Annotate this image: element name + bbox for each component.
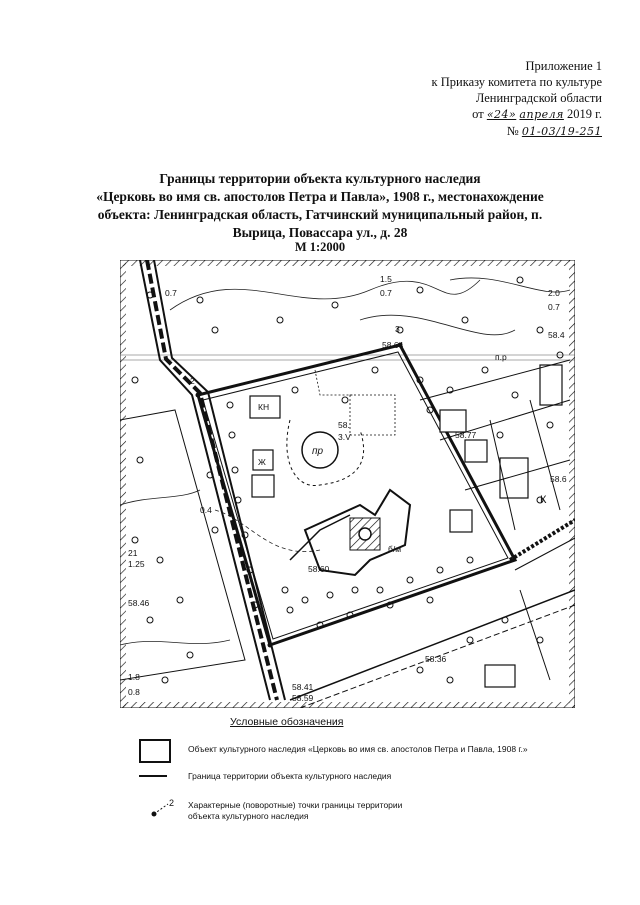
appendix-number (342, 123, 602, 140)
map-label: 2 (190, 376, 195, 386)
legend-point-label: 2 (169, 798, 175, 808)
map-label: б/м (388, 544, 402, 554)
map-label: пр (312, 446, 324, 457)
appendix-header (342, 58, 602, 140)
number-prefix: № (506, 124, 519, 138)
map-label: 58.6 (550, 474, 567, 484)
map-label: 58. (338, 420, 350, 430)
map-label: 1 (262, 644, 267, 654)
title-line-1: Границы территории объекта культурного наследия (159, 171, 481, 186)
map-label: 0.7 (380, 288, 392, 298)
document-title (80, 170, 560, 242)
title-line-4: Вырица, Повассара ул., д. 28 (232, 225, 408, 240)
map-label: 1.5 (380, 274, 392, 284)
map-label: 0.7 (548, 302, 560, 312)
map-label: п.р (495, 352, 507, 362)
map-scale: М 1:2000 (294, 240, 346, 254)
legend-item-boundary: Граница территории объекта культурного наследия (188, 771, 392, 781)
map-label: 58.46 (128, 598, 150, 608)
legend-heritage-object-symbol (139, 739, 171, 763)
map-label: 0.7 (165, 288, 177, 298)
appendix-line-1: Приложение 1 (525, 59, 602, 73)
date-month: апреля (519, 108, 564, 121)
map-label: Ж (258, 457, 266, 467)
date-day: «24» (486, 108, 517, 121)
map-label: 1.8 (128, 672, 140, 682)
legend-item-turning-points-line-1: Характерные (поворотные) точки границы территории (188, 800, 403, 810)
legend-boundary-symbol (139, 775, 167, 777)
legend-item-turning-points (188, 800, 402, 822)
map-label: 58.59 (292, 693, 314, 703)
appendix-line-2: к Приказу комитета по культуре (431, 75, 602, 89)
map-label: 21 (128, 548, 138, 558)
legend-item-turning-points-line-2: объекта культурного наследия (188, 811, 309, 821)
map-label: 58.64 (382, 340, 404, 350)
appendix-line-3: Ленинградской области (475, 91, 602, 105)
map-label: 58.41 (292, 682, 314, 692)
map-label: 3.V (338, 432, 351, 442)
map-label: 58.60 (308, 564, 330, 574)
map-label: К (540, 494, 547, 506)
map-label: 58.4 (548, 330, 565, 340)
title-line-2: «Церковь во имя св. апостолов Петра и Павла», 1908 г., местонахождение (96, 189, 544, 204)
map-label: 2.0 (548, 288, 560, 298)
map-label: 58.36 (425, 654, 447, 664)
date-year: 2019 г. (567, 107, 602, 121)
legend-turning-point-symbol (150, 798, 178, 820)
topographic-map (120, 260, 575, 708)
map-label: 58.77 (455, 430, 477, 440)
map-label: 3 (395, 324, 400, 334)
appendix-date (342, 106, 602, 123)
map-label: 1.25 (128, 559, 145, 569)
legend-title: Условные обозначения (230, 716, 344, 728)
title-line-3: объекта: Ленинградская область, Гатчинский муниципальный район, п. (97, 207, 543, 222)
map-label: 0.4 (200, 505, 212, 515)
map-label: КН (258, 402, 270, 412)
number-value: 01-03/19-251 (521, 125, 602, 138)
date-prefix: от (472, 107, 484, 121)
legend-item-heritage-object: Объект культурного наследия «Церковь во имя св. апостолов Петра и Павла, 1908 г.» (188, 744, 528, 754)
map-label: 0.8 (128, 687, 140, 697)
